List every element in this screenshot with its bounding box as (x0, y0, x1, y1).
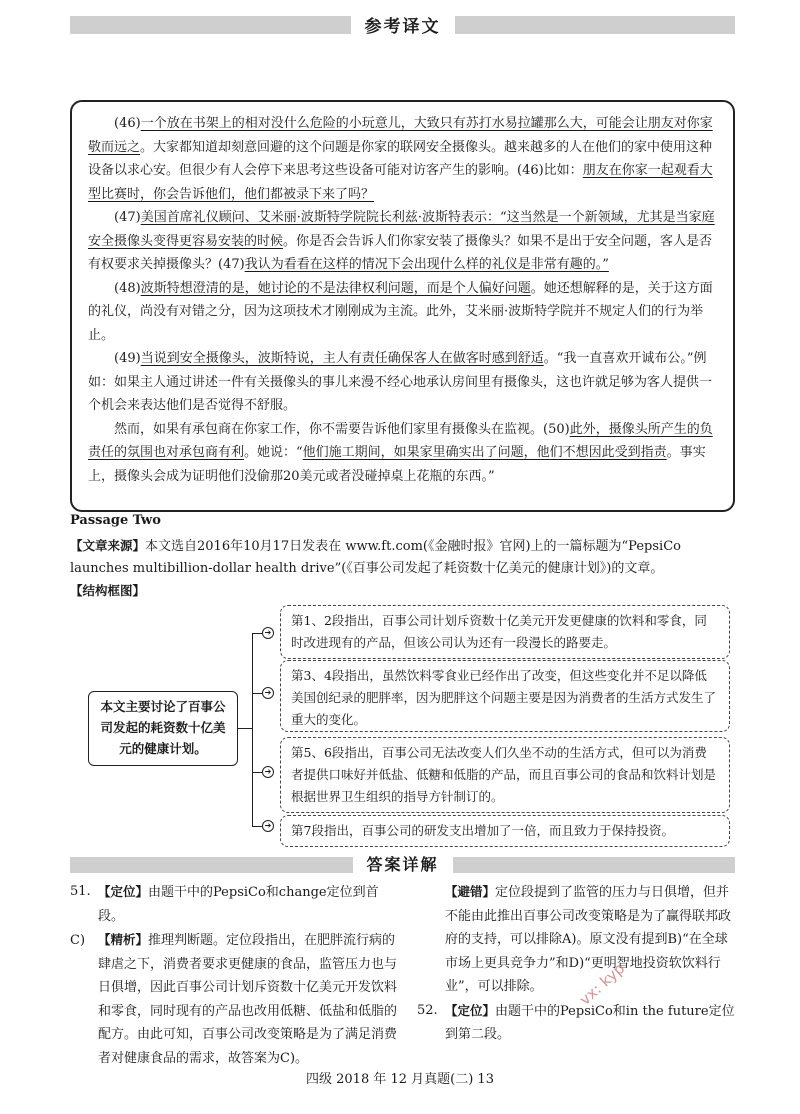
analysis-label: 【精析】 (98, 932, 149, 947)
paragraph-text: 。事实上，摄像头会成为证明他们没偷那20美元或者没碰掉桌上花瓶的东西。” (88, 445, 706, 484)
passage-title: Passage Two (70, 513, 161, 528)
translation-paragraph-5 (88, 418, 717, 489)
bracket-vertical-line (252, 633, 253, 826)
section-header-answers (70, 852, 735, 878)
translation-paragraph-4 (88, 347, 717, 418)
translation-paragraph-3 (88, 277, 717, 348)
q52-locate (417, 999, 735, 1047)
answer-column-right (417, 880, 735, 1047)
question-number: 51. (70, 884, 91, 899)
page-footer: 四级 2018 年 12 月真题(二) 13 (306, 1072, 494, 1087)
paragraph-text: 。她还想解释的是，关于这方面的礼仪，尚没有对错之分，因为这项技术才刚刚成为主流。此外，艾米丽·波斯特学院并不规定人们的行为举止。 (88, 280, 713, 343)
source-label: 【文章来源】 (70, 538, 146, 553)
locate-text: 由题干中的PepsiCo和in the future定位到第二段。 (445, 1003, 735, 1042)
framework-label: 【结构框图】 (70, 583, 146, 598)
underlined-answer: 波斯特想澄清的是，她讨论的不是法律权利问题，而是个人偏好问题 (140, 280, 531, 296)
arrow-circle-icon: ➔ (262, 820, 274, 832)
answer-column-left (70, 880, 400, 1070)
paragraph-text: 。大家都知道却刻意回避的这个问题是你家的联网安全摄像头。越来越多的人在他们的家中使用这种设备以求心安。但很少有人会停下来思考这些设备可能对访客产生的影响。(46)比如： (88, 139, 713, 178)
underlined-answer: 一个放在书架上的相对没什么危险的小玩意儿，大致只有苏打水易拉罐那么大，可能会让朋友对你家敬而远之 (88, 116, 713, 155)
underlined-answer: 我认为看看在这样的情况下会出现什么样的礼仪是非常有趣的。” (244, 257, 609, 272)
question-number: 52. (417, 1002, 438, 1018)
translation-box (70, 100, 735, 512)
arrow-circle-icon: ➔ (262, 687, 274, 699)
q51-locate (70, 880, 400, 928)
underlined-answer: 他们施工期间，如果家里确实出了问题，他们不想因此受到指责 (302, 445, 667, 460)
connector-line (252, 826, 262, 827)
paragraph-text: 。她说：“ (244, 445, 303, 460)
question-marker: (46) (114, 116, 141, 131)
avoid-label: 【避错】 (445, 884, 496, 899)
connector-line (252, 772, 262, 773)
underlined-answer: 朋友在你家一起观看大型比赛时，你会告诉他们，他们都被录下来了吗？ (88, 163, 713, 202)
translation-paragraph-1 (88, 112, 717, 206)
arrow-circle-icon: ➔ (262, 766, 274, 778)
source-text: 本文选自2016年10月17日发表在 www.ft.com(《金融时报》官网)上的一篇标题为“PepsiCo launches multibillion-dollar health drive”(《百事公司发起了耗资数十亿美元的健康计划》)的文章。 (70, 539, 681, 576)
locate-label: 【定位】 (98, 884, 149, 899)
section-title: 答案详解 (352, 851, 452, 876)
underlined-answer: 当说到安全摄像头，波斯特说，主人有责任确保客人在做客时感到舒适 (140, 351, 544, 366)
q51-analysis: C) 【精析】推理判断题。定位段指出，在肥胖流行病的肆虐之下，消费者要求更健康的食品，监管压力也与日俱增，因此百事公司计划斥资数十亿美元开发饮料和零食，同时现有的产品也改用低糖、低盐和低脂的配方。由此可知，百事公司改变策略是为了满足消费者对健康食品的需求，故答案为C)。 (70, 932, 398, 1066)
locate-label: 【定位】 (445, 1002, 496, 1018)
structure-point-1: 第1、2段指出，百事公司计划斥资数十亿美元开发更健康的饮料和零食，同时改进现有的产品，但该公司认为还有一段漫长的路要走。 (280, 605, 730, 659)
underlined-answer: 美国首席礼仪顾问、艾米丽·波斯特学院院长利兹·波斯特表示：“这当然是一个新领域，尤其是当家庭安全摄像头变得更容易安装的时候 (88, 210, 715, 249)
question-marker: (48) (114, 280, 141, 296)
paragraph-text: 然而，如果有承包商在你家工作，你不需要告诉他们家里有摄像头在监视。(50) (114, 421, 570, 437)
structure-point-3: 第5、6段指出，百事公司无法改变人们久坐不动的生活方式，但可以为消费者提供口味好并低盐、低糖和低脂的产品，而且百事公司的食品和饮料计划是根据世界卫生组织的指导方针制订的。 (280, 737, 730, 813)
connector-line (238, 728, 252, 729)
watermark: vx: kyp (575, 959, 629, 1009)
locate-text: 由题干中的PepsiCo和change定位到首段。 (98, 885, 379, 924)
translation-paragraph-2 (88, 206, 717, 277)
question-marker: (47) (114, 210, 141, 225)
avoid-text: 定位段提到了监管的压力与日俱增，但并不能由此推出百事公司改变策略是为了赢得联邦政府的支持，可以排除A)。原文没有提到B)“在全球市场上更具竞争力”和D)“更明智地投资软饮料行业”，可以排除。 (445, 885, 732, 994)
structure-point-2: 第3、4段指出，虽然饮料零食业已经作出了改变，但这些变化并不足以降低美国创纪录的肥胖率，因为肥胖这个问题主要是因为消费者的生活方式发生了重大的变化。 (280, 660, 730, 732)
q51-avoid (417, 880, 735, 999)
analysis-text: 推理判断题。定位段指出，在肥胖流行病的肆虐之下，消费者要求更健康的食品，监管压力也与日俱增，因此百事公司计划斥资数十亿美元开发饮料和零食，同时现有的产品也改用低糖、低盐和低脂的配方。由此可知，百事公司改变策略是为了满足消费者对健康食品的需求，故答案为C)。 (98, 933, 398, 1066)
article-source (70, 535, 735, 580)
question-marker: (49) (114, 351, 141, 366)
structure-point-4: 第7段指出，百事公司的研发支出增加了一倍，而且致力于保持投资。 (280, 815, 730, 847)
connector-line (252, 633, 262, 634)
section-title: 参考译文 (351, 10, 455, 39)
section-header-translation (70, 10, 735, 44)
paragraph-text: 。“我一直喜欢开诚布公。”例如：如果主人通过讲述一件有关摄像头的事儿来漫不经心地承认房间里有摄像头，这也许就足够为客人提供一个机会来表达他们是否觉得不舒服。 (88, 351, 713, 413)
underlined-answer: 此外，摄像头所产生的负责任的氛围也对承包商有利 (88, 421, 713, 460)
summary-box: 本文主要讨论了百事公司发起的耗资数十亿美元的健康计划。 (88, 691, 238, 766)
arrow-circle-icon: ➔ (262, 627, 274, 639)
paragraph-text: 。你是否会告诉人们你家安装了摄像头？如果不是出于安全问题，客人是否有权要求关掉摄像头？(47) (88, 233, 713, 272)
connector-line (252, 693, 262, 694)
